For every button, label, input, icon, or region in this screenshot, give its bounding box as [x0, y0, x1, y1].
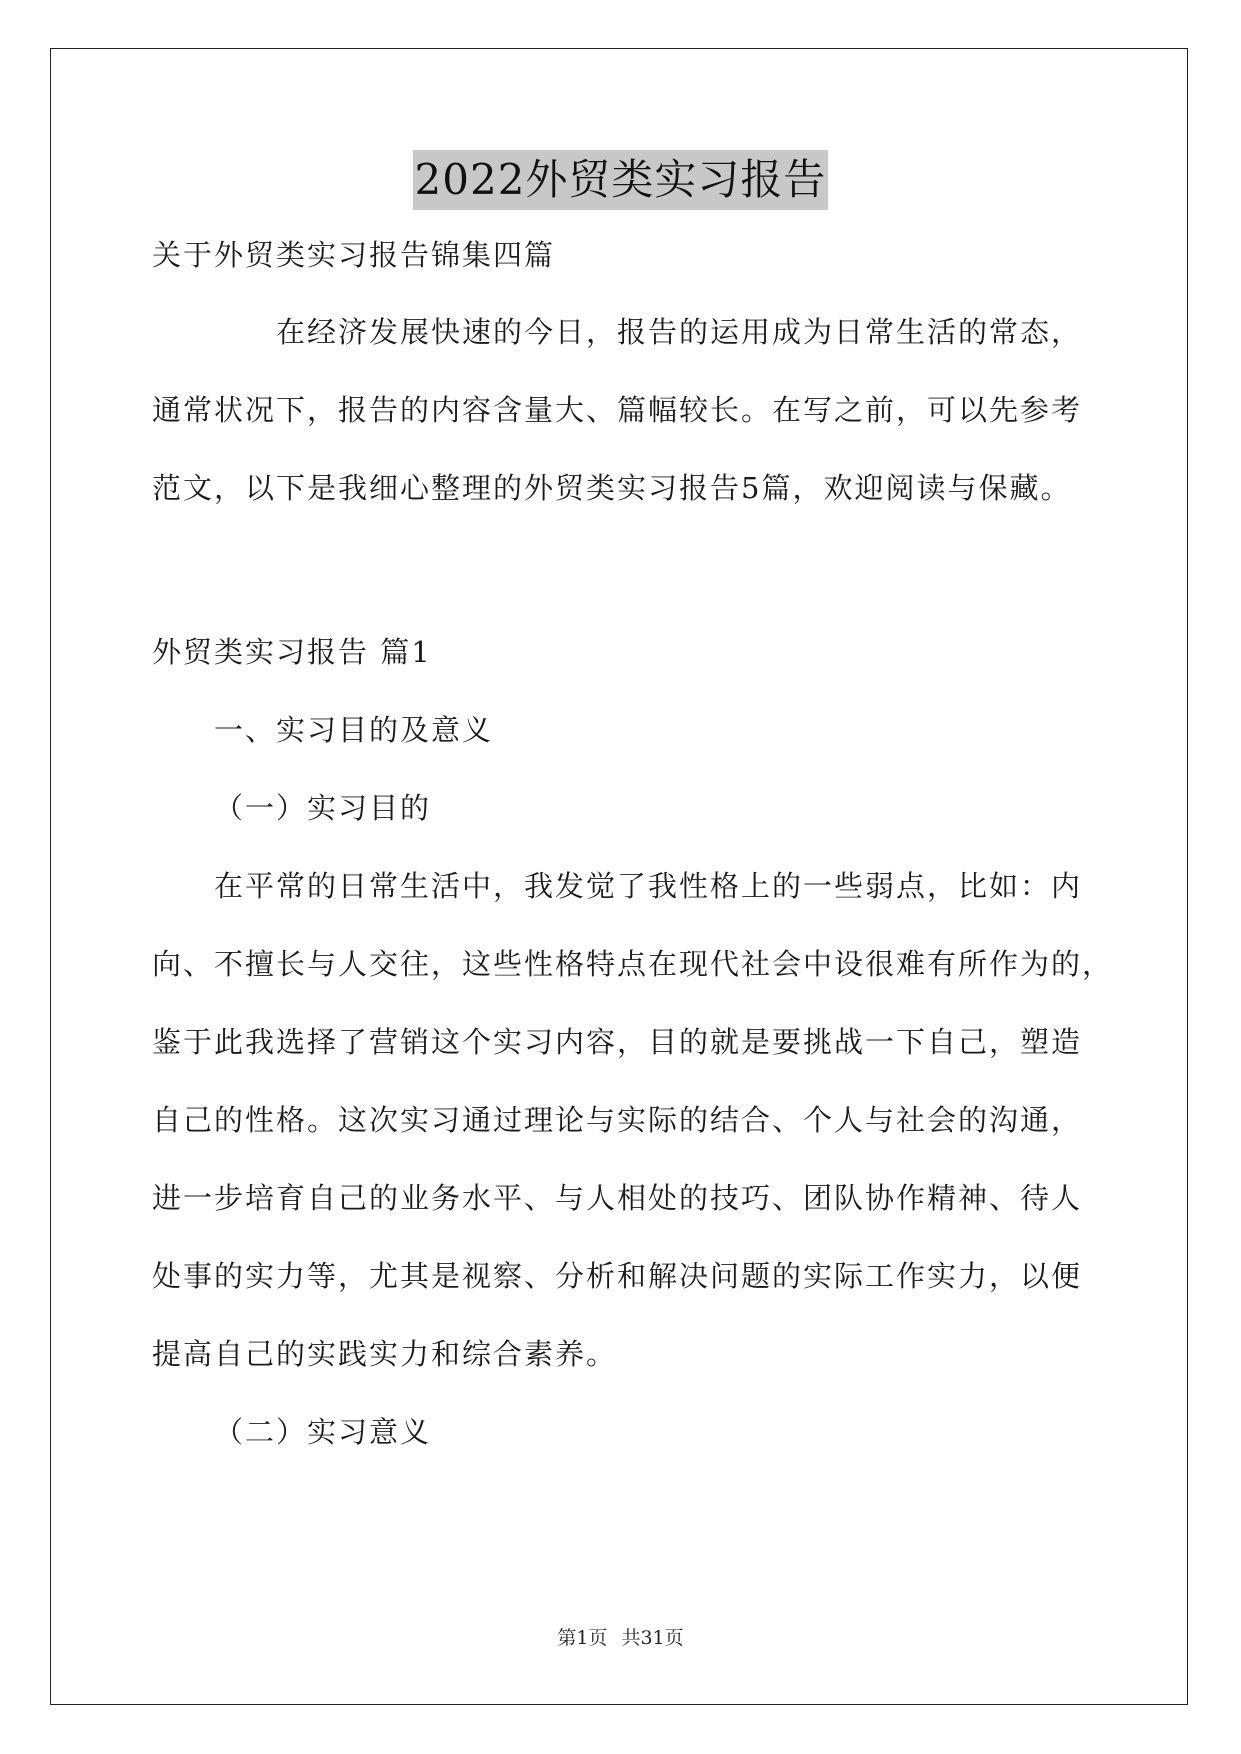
body-line-1: 在平常的日常生活中，我发觉了我性格上的一些弱点，比如：内	[214, 869, 1083, 903]
part-heading: 一、实习目的及意义	[214, 713, 494, 747]
document-subtitle: 关于外贸类实习报告锦集四篇	[152, 238, 556, 272]
document-title: 2022外贸类实习报告	[413, 150, 829, 210]
intro-line-1: 在经济发展快速的今日，报告的运用成为日常生活的常态，	[276, 315, 1083, 349]
intro-line-2: 通常状况下，报告的内容含量大、篇幅较长。在写之前，可以先参考	[152, 393, 1083, 427]
subheading-purpose: （一）实习目的	[214, 791, 432, 825]
body-line-2: 向、不擅长与人交往，这些性格特点在现代社会中设很难有所作为的，	[152, 947, 1114, 981]
section-heading: 外贸类实习报告 篇1	[152, 635, 432, 669]
subheading-significance: （二）实习意义	[214, 1415, 432, 1449]
body-line-5: 进一步培育自己的业务水平、与人相处的技巧、团队协作精神、待人	[152, 1181, 1083, 1215]
intro-line-3: 范文，以下是我细心整理的外贸类实习报告5篇，欢迎阅读与保藏。	[152, 471, 1072, 505]
body-line-7: 提高自己的实践实力和综合素养。	[152, 1337, 618, 1371]
body-line-3: 鉴于此我选择了营销这个实习内容，目的就是要挑战一下自己，塑造	[152, 1025, 1083, 1059]
title-container	[0, 150, 1241, 210]
page-total: 共31页	[621, 1627, 684, 1649]
page-number: 第1页	[557, 1627, 608, 1649]
page-footer	[0, 1625, 1241, 1651]
body-line-4: 自己的性格。这次实习通过理论与实际的结合、个人与社会的沟通，	[152, 1103, 1083, 1137]
body-line-6: 处事的实力等，尤其是视察、分析和解决问题的实际工作实力，以便	[152, 1259, 1083, 1293]
